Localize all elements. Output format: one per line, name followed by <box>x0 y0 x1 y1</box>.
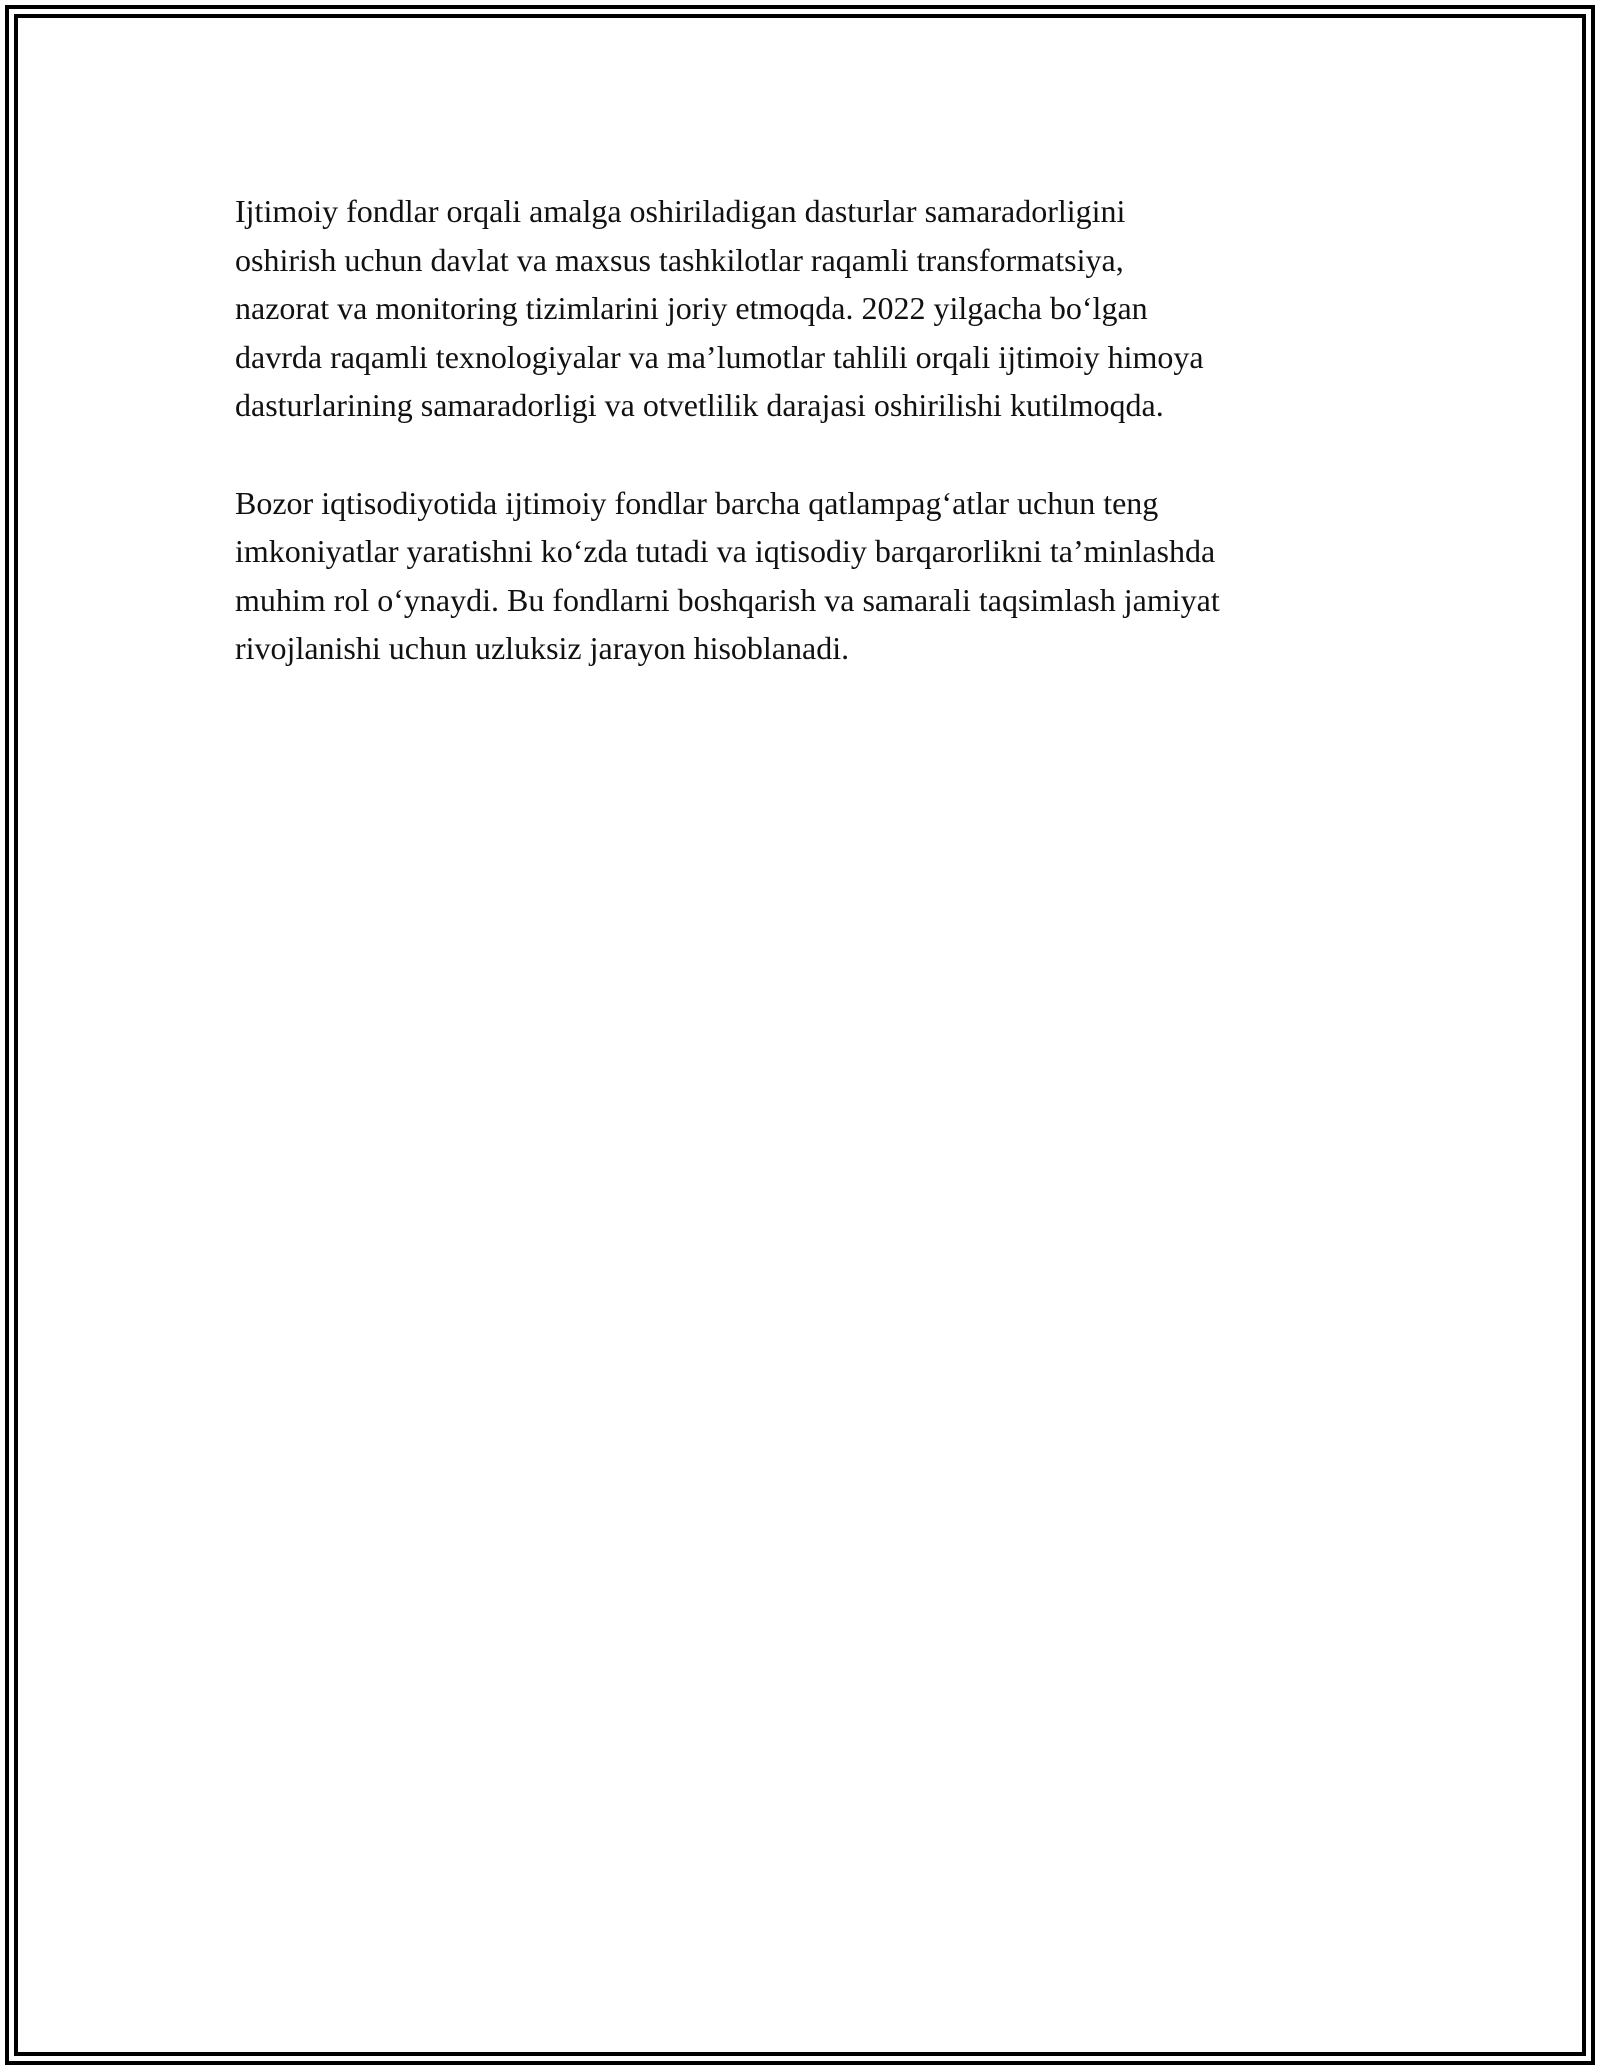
paragraph-2: Bozor iqtisodiyotida ijtimoiy fondlar barcha qatlampag‘atlar uchun teng imkoniyatlar yaratishni ko‘zda tutadi va iqtisodiy barqarorlikni ta’minlashda muhim rol o‘ynaydi. Bu fondlarni boshqarish va samarali taqsimlash jamiyat rivojlanishi uchun uzluksiz jarayon hisoblanadi. <box>235 484 1220 666</box>
document-body <box>235 187 1375 722</box>
paragraph-1: Ijtimoiy fondlar orqali amalga oshiriladigan dasturlar samaradorligini oshirish uchun davlat va maxsus tashkilotlar raqamli transformatsiya, nazorat va monitoring tizimlarini joriy etmoqda. 2022 yilgacha bo‘lgan davrda raqamli texnologiyalar va ma’lumotlar tahlili orqali ijtimoiy himoya dasturlarining samaradorligi va otvetlilik darajasi oshirilishi kutilmoqda. <box>235 193 1204 423</box>
